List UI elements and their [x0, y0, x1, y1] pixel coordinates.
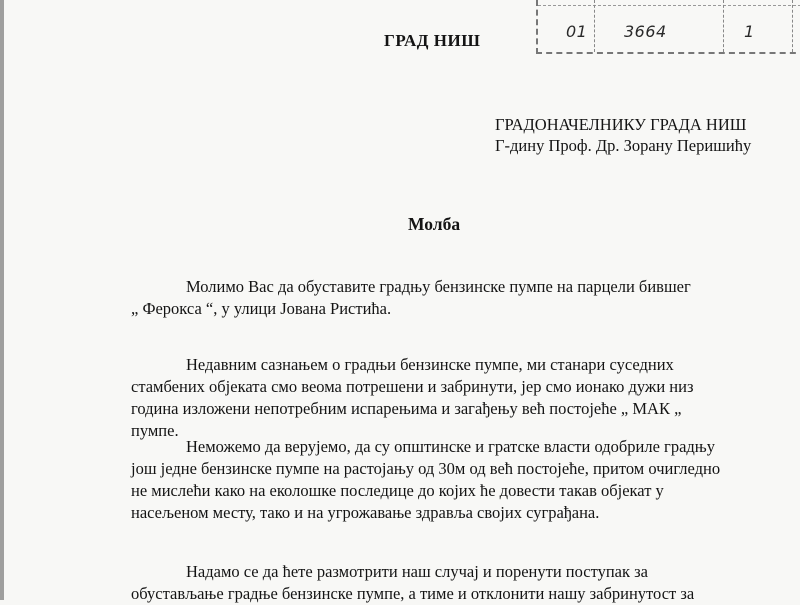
city-header: ГРАД НИШ [384, 31, 481, 50]
paragraph-2 [131, 354, 693, 442]
paragraph-line: година изложени непотребним испарењима и загађењу већ постојеће „ МАК „ [131, 399, 682, 418]
paragraph-line: „ Ферокса “, у улици Јована Ристића. [131, 299, 392, 318]
paragraph-line: пумпе. [131, 421, 179, 440]
stamp-handwritten-field-1: 01 [566, 22, 588, 41]
paragraph-line: не мислећи како на еколошке последице до којих ће довести такав објекат у [131, 481, 664, 500]
document-title: Молба [408, 214, 461, 234]
paragraph-line: још једне бензинске пумпе на растојању од 30м од већ постојеће, притом очигледно [131, 459, 721, 478]
stamp-handwritten-field-3: 1 [744, 22, 755, 41]
recipient-line-1: ГРАДОНАЧЕЛНИКУ ГРАДА НИШ [495, 115, 747, 134]
stamp-handwritten-field-2: 3664 [624, 22, 667, 41]
scan-edge-shadow [0, 0, 4, 600]
paragraph-3 [131, 436, 720, 524]
paragraph-line: Недавним сазнањем о градњи бензинске пумпе, ми станари суседних [186, 355, 674, 374]
paragraph-1 [131, 276, 691, 320]
stamp-cell-3 [724, 0, 793, 52]
paragraph-line: Надамо се да ћете размотрити наш случај и поренути поступак за [186, 562, 648, 581]
paragraph-line: стамбених објеката смо веома потрешени и забринути, јер смо ионако дужи низ [131, 377, 694, 396]
registry-stamp [536, 0, 800, 54]
recipient-block [495, 114, 751, 156]
paragraph-line: насељеном месту, тако и на угрожавање здравља својих суграђана. [131, 503, 600, 522]
paragraph-line: обустављање градње бензинске пумпе, а тиме и отклонити нашу забринутост за [131, 584, 695, 603]
paragraph-line: Неможемо да верујемо, да су општинске и гратске власти одобриле градњу [186, 437, 715, 456]
paragraph-4 [131, 561, 694, 605]
recipient-line-2: Г-дину Проф. Др. Зорану Перишићу [495, 136, 752, 155]
paragraph-line: Молимо Вас да обуставите градњу бензинске пумпе на парцели бившег [186, 277, 691, 296]
